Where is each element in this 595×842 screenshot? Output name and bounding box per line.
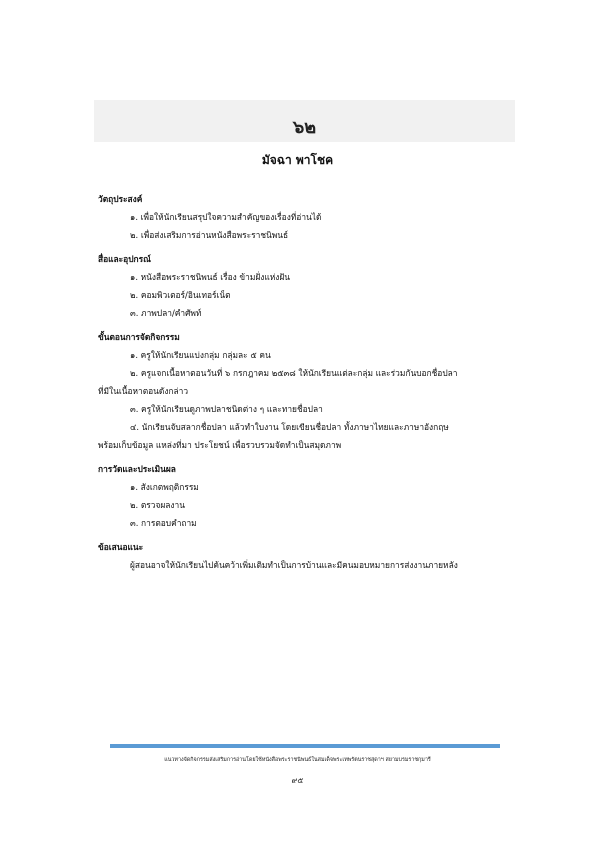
procedure-item: ๔. นักเรียนจับสลากชื่อปลา แล้วทำใบงาน โดยเขียนชื่อปลา ทั้งภาษาไทยและภาษาอังกฤษ <box>130 422 449 432</box>
evaluation-heading: การวัดและประเมินผล <box>98 464 176 474</box>
procedure-item-continuation: ที่มีในเนื้อหาตอนดังกล่าว <box>98 386 189 396</box>
procedure-item: ๓. ครูให้นักเรียนดูภาพปลาชนิดต่าง ๆ และทายชื่อปลา <box>130 404 323 414</box>
footer-divider <box>110 744 500 748</box>
objectives-heading: วัตถุประสงค์ <box>98 194 143 204</box>
objective-item: ๑. เพื่อให้นักเรียนสรุปใจความสำคัญของเรื่องที่อ่านได้ <box>130 212 322 222</box>
suggestion-text: ผู้สอนอาจให้นักเรียนไปค้นคว้าเพิ่มเติมทำเป็นการบ้านและมีคนมอบหมายการส่งงานภายหลัง <box>130 560 458 570</box>
document-body <box>98 190 518 574</box>
evaluation-item: ๓. การตอบคำถาม <box>130 518 197 528</box>
material-item: ๓. ภาพปลา/คำศัพท์ <box>130 308 202 318</box>
evaluation-item: ๑. สังเกตพฤติกรรม <box>130 482 199 492</box>
objective-item: ๒. เพื่อส่งเสริมการอ่านหนังสือพระราชนิพนธ์ <box>130 230 289 240</box>
chapter-header-band <box>94 100 515 142</box>
materials-heading: สื่อและอุปกรณ์ <box>98 254 151 264</box>
footer-text: แนวทางจัดกิจกรรมส่งเสริมการอ่านโดยใช้หนังสือพระราชนิพนธ์ในสมเด็จพระเทพรัตนราชสุดาฯ สยามบรมราชกุมารี <box>164 757 431 763</box>
material-item: ๒. คอมพิวเตอร์/อินเทอร์เน็ต <box>130 290 231 300</box>
chapter-number: ๖๒ <box>292 117 317 138</box>
evaluation-item: ๒. ตรวจผลงาน <box>130 500 185 510</box>
procedure-item: ๑. ครูให้นักเรียนแบ่งกลุ่ม กลุ่มละ ๕ คน <box>130 350 271 360</box>
procedure-heading: ขั้นตอนการจัดกิจกรรม <box>98 332 180 342</box>
procedure-item: ๒. ครูแจกเนื้อหาตอนวันที่ ๖ กรกฎาคม ๒๕๓๘ ให้นักเรียนแต่ละกลุ่ม และร่วมกันบอกชื่อปลา <box>130 368 458 378</box>
procedure-item-continuation: พร้อมเก็บข้อมูล แหล่งที่มา ประโยชน์ เพื่อรวบรวมจัดทำเป็นสมุดภาพ <box>98 440 342 450</box>
material-item: ๑. หนังสือพระราชนิพนธ์ เรื่อง ข้ามฝั่งแห่งฝัน <box>130 272 290 282</box>
page-title: มัจฉา พาโชค <box>261 153 334 167</box>
page-number: ๙๕ <box>291 776 304 785</box>
suggestions-heading: ข้อเสนอแนะ <box>98 542 144 552</box>
